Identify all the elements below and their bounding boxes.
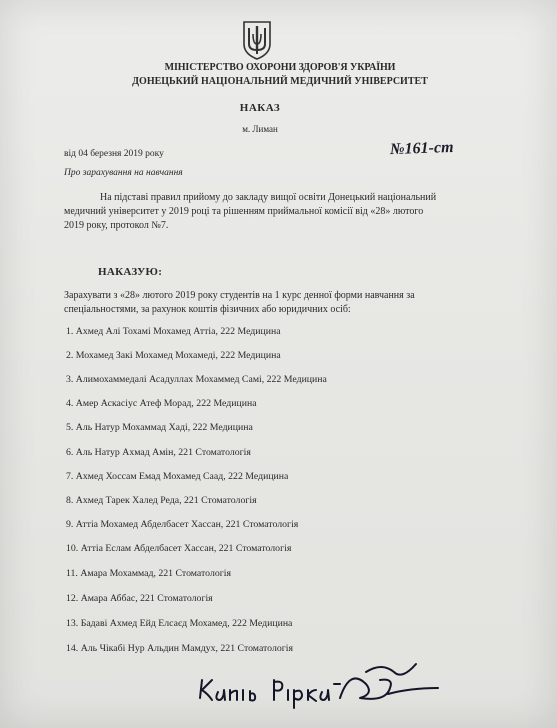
student-list-item: 6. Аль Натур Ахмад Амін, 221 Стоматологія	[66, 447, 251, 458]
student-list-item: 8. Ахмед Тарек Халед Реда, 221 Стоматологія	[66, 495, 257, 506]
student-list-item: 3. Алимохаммедалі Асадуллах Мохаммед Самі, 222 Медицина	[66, 374, 327, 385]
preamble-line: На підставі правил прийому до закладу вищої освіти Донецький національний	[100, 192, 437, 203]
student-list-item: 1. Ахмед Алі Тохамі Мохамед Аттіа, 222 Медицина	[66, 326, 281, 337]
enrollment-line: спеціальностями, за рахунок коштів фізичних або юридичних осіб:	[64, 304, 351, 315]
trident-coat-of-arms-icon	[242, 20, 272, 60]
ministry-name: МІНІСТЕРСТВО ОХОРОНИ ЗДОРОВ'Я УКРАЇНИ	[164, 62, 396, 73]
preamble-paragraph	[64, 191, 484, 233]
student-list-item: 14. Аль Чікабі Нур Альдин Мамдух, 221 Стоматологія	[66, 643, 293, 654]
student-list-item: 13. Бадаві Ахмед Ейд Елсаєд Мохамед, 222 Медицина	[66, 618, 293, 629]
student-list-item: 5. Аль Натур Мохаммад Хаді, 222 Медицина	[66, 422, 253, 433]
enrollment-line: Зарахувати з «28» лютого 2019 року студентів на 1 курс денної форми навчання за	[64, 290, 415, 301]
student-list-item: 12. Амара Аббас, 221 Стоматологія	[66, 593, 213, 604]
signature-text: Копія вірна	[190, 658, 195, 659]
order-city: м. Лиман	[242, 124, 278, 134]
student-list-item: 9. Аттіа Мохамед Абделбасет Хассан, 221 Стоматологія	[66, 519, 299, 530]
decree-heading: НАКАЗУЮ:	[98, 266, 163, 278]
handwritten-signature	[190, 658, 450, 718]
student-list-item: 11. Амара Мохаммад, 221 Стоматологія	[66, 568, 231, 579]
student-list-item: 7. Ахмед Хоссам Емад Мохамед Саад, 222 Медицина	[66, 471, 289, 482]
order-subject: Про зарахування на навчання	[64, 168, 183, 178]
preamble-line: 2019 року, протокол №7.	[64, 220, 169, 231]
university-name: ДОНЕЦЬКИЙ НАЦІОНАЛЬНИЙ МЕДИЧНИЙ УНІВЕРСИТЕТ	[132, 76, 428, 87]
enrollment-paragraph	[64, 289, 484, 317]
order-number: №161-ст	[389, 138, 454, 159]
student-list-item: 2. Мохамед Закі Мохамед Мохамеді, 222 Медицина	[66, 350, 281, 361]
student-list-item: 4. Амер Аскасіус Атеф Морад, 222 Медицина	[66, 398, 257, 409]
preamble-line: медичний університет у 2019 році та рішенням приймальної комісії від «28» лютого	[64, 206, 424, 217]
order-title: НАКАЗ	[239, 102, 281, 114]
student-list-item: 10. Аттіа Еслам Абделбасет Хассан, 221 Стоматологія	[66, 543, 292, 554]
order-date: від 04 березня 2019 року	[64, 149, 164, 159]
